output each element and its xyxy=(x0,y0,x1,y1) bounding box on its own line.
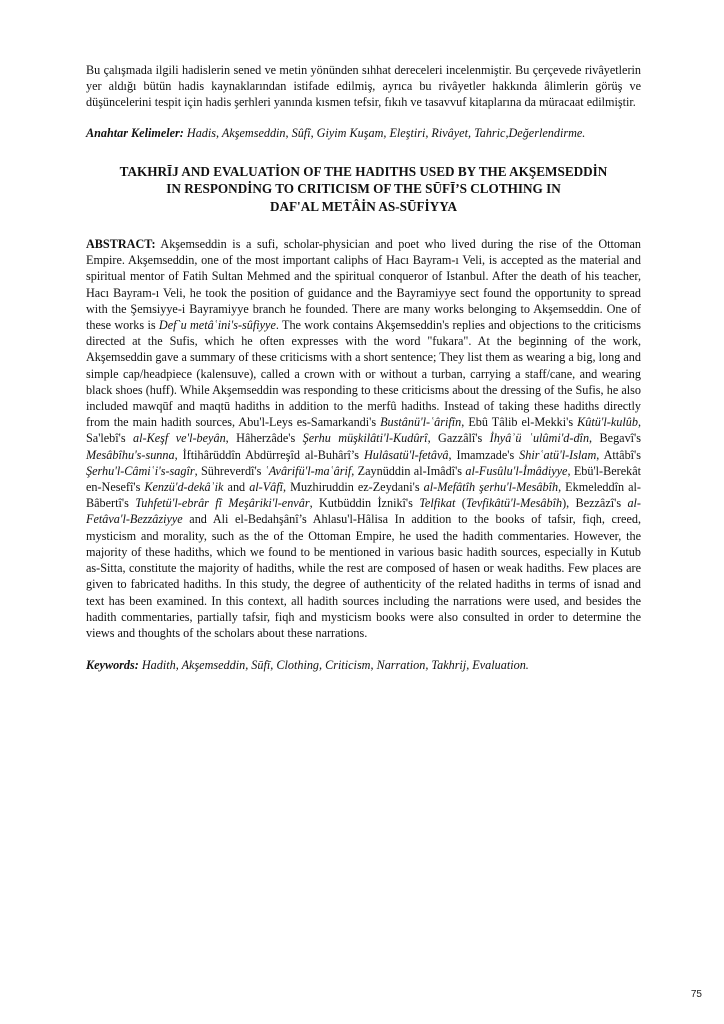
title-line-3: DAF'AL METÂİN AS-SŪFİYYA xyxy=(269,198,458,214)
book-title: Shirʿatü'l-Islam xyxy=(519,447,597,462)
abstract-text: ( xyxy=(455,496,466,511)
abstract-text: , Ebü'l-Berekât en-Nesefî's xyxy=(86,463,641,495)
book-title: Tuhfetü'l-ebrâr fî Meşâriki'l-envâr xyxy=(135,496,310,511)
abstract-text: and xyxy=(223,480,250,495)
book-title: Şerhu'l-Câmiʿi's-sagîr xyxy=(86,463,195,478)
abstract-text: Akşemseddin is a sufi, scholar-physician and poet who lived during the rise of the Ottoman Empire. Akşemseddin, one of the most important caliphs of Hacı Bayram-ı Veli, is accepted as the material and spiritual mentor of Fatih Sultan Mehmed and the spiritual conqueror of Istanbul. After the death of his teacher, Hacı Bayram-ı Veli, he took the position of guidance and the Bayramiyye sect found the opportunity to spread with the Şemsiyye-i Bayramiyye branch he founded. There are many works belonging to Akşemseddin. One of these works is xyxy=(86,237,641,333)
abstract-text: , Ekmeleddîn al- Bâbertî's xyxy=(86,480,641,511)
title-line-2: IN RESPONDİNG TO CRITICISM OF THE SŪFĪ’S CLOTHING IN xyxy=(166,181,561,197)
abstract-text: , Imamzade's xyxy=(448,447,520,462)
book-title: İhyâʾü ʿulûmi'd-dîn xyxy=(489,431,590,446)
abstract-text: , Ebû Tâlib el-Mekki's xyxy=(461,415,578,430)
book-title: al-Mefâtîh şerhu'l-Mesâbîh xyxy=(423,480,559,495)
abstract-text: , Muzhiruddin ez-Zeydani's xyxy=(283,480,424,495)
turkish-keywords-label: Anahtar Kelimeler: xyxy=(86,125,184,140)
abstract-text: , Kutbüddin İznikî's xyxy=(309,496,420,511)
turkish-abstract-paragraph: Bu çalışmada ilgili hadislerin sened ve metin yönünden sıhhat dereceleri incelenmiştir. Bu çerçevede rivâyetlerin yer aldığı bütün hadis kaynaklarından istifade edilmiş, ayrıca bu rivâyetler hakkında âlimlerin görüş ve düşüncelerini tespit için hadis şerhleri yanında kısmen tefsir, fıkıh ve tasavvuf kitaplarına da müracaat edilmiştir. xyxy=(86,63,641,110)
english-keywords xyxy=(86,657,641,673)
abstract-text: and Ali el-Bedahşânî’s Ahlasu'l-Hâlisa In addition to the books of tafsir, fiqh, creed, mysticism and morality, such as the of the Ottoman Empire, he used the hadith commentaries. However, the majority of these hadiths, which we found to be mentioned in various basic hadith sources, especially in Kutub as-Sitta, constitute the majority of hadiths, while the rest are composed of hasen or weak hadiths. Few places are given to fabricated hadiths. In this study, the degree of authenticity of the related hadiths in terms of isnad and text has been examined. In this context, all hadith sources including the narrations were used, and besides the hadith commentaries, partially tafsir, fiqh and mysticism books were also consulted in order to determine the views and thoughts of the scholars about these narrations. xyxy=(86,512,641,640)
abstract-text: , İftihârüddîn Abdürreşîd al-Buhârî’s xyxy=(174,447,364,462)
book-title: Hulâsatü'l-fetâvâ xyxy=(363,447,449,462)
book-title: al-Fusûlu'l-İmâdiyye xyxy=(465,463,568,478)
book-title: Mesâbîhu's-sunna xyxy=(86,447,175,462)
book-title: Tevfikâtü'l-Mesâbîh xyxy=(465,496,563,511)
english-abstract xyxy=(86,236,641,641)
book-title: al-Fetâva'l-Bezzâziyye xyxy=(86,496,641,527)
abstract-text: , Hâherzâde's xyxy=(225,431,303,446)
abstract-text: , Begavî's xyxy=(589,431,641,446)
abstract-text: , Sühreverdî's xyxy=(194,463,265,478)
turkish-keywords xyxy=(86,125,641,141)
english-keywords-label: Keywords: xyxy=(86,658,139,673)
book-title: Kûtü'l-kulûb xyxy=(577,415,638,430)
abstract-text: , Attâbî's xyxy=(596,447,641,462)
book-title: Bustânü'l-ʿârifîn xyxy=(380,415,462,430)
book-title: Şerhu müşkilâti'l-Kudûrî xyxy=(302,431,428,446)
book-title: al-Vâfî xyxy=(249,480,284,495)
book-title: al-Keşf ve'l-beyân xyxy=(133,431,226,446)
abstract-label: ABSTRACT: xyxy=(86,237,156,252)
abstract-text: , Sa'lebî's xyxy=(86,415,641,446)
work-title: Def`u metâʿini's-sûfiyye xyxy=(158,318,276,333)
abstract-text: , Gazzâlî's xyxy=(427,431,490,446)
abstract-text: ), Bezzâzî's xyxy=(562,496,628,511)
english-title xyxy=(86,163,641,215)
book-title: ʿAvârifü'l-maʿârif xyxy=(264,463,352,478)
abstract-text: . The work contains Akşemseddin's replies and objections to the criticisms directed at the Sufis, which he often expresses with the word "fukara". At the beginning of the work, Akşemseddin gave a summary of these criticisms with a short sentence; They list them as wearing a big, long and simple cap/headpiece (kalensuve), called a crown with or without a turban, carrying a staff/cane, and wearing black shoes (huff). While Akşemseddin was responding to these criticisms about the dressing of the Sufis, he also included mawqūf and maqtū hadiths in addition to the merfû hadiths. Instead of taking these hadiths directly from the main hadith sources, Abu'l-Leys es-Samarkandi's xyxy=(86,318,642,430)
english-keywords-value: Hadith, Akşemseddin, Sūfī, Clothing, Criticism, Narration, Takhrij, Evaluation. xyxy=(138,658,529,673)
page-content xyxy=(86,62,641,673)
book-title: Kenzü'd-dekâʾik xyxy=(144,480,224,495)
book-title: Telfikat xyxy=(419,496,456,511)
page-number: 75 xyxy=(690,989,702,1000)
turkish-keywords-value: Hadis, Akşemseddin, Sûfî, Giyim Kuşam, Eleştiri, Rivâyet, Tahric,Değerlendirme. xyxy=(186,125,586,140)
abstract-text: , Zaynüddin al-Imâdî's xyxy=(351,463,466,478)
title-line-1: TAKHRĪJ AND EVALUATİON OF THE HADITHS USED BY THE AKŞEMSEDDİN xyxy=(119,163,608,179)
